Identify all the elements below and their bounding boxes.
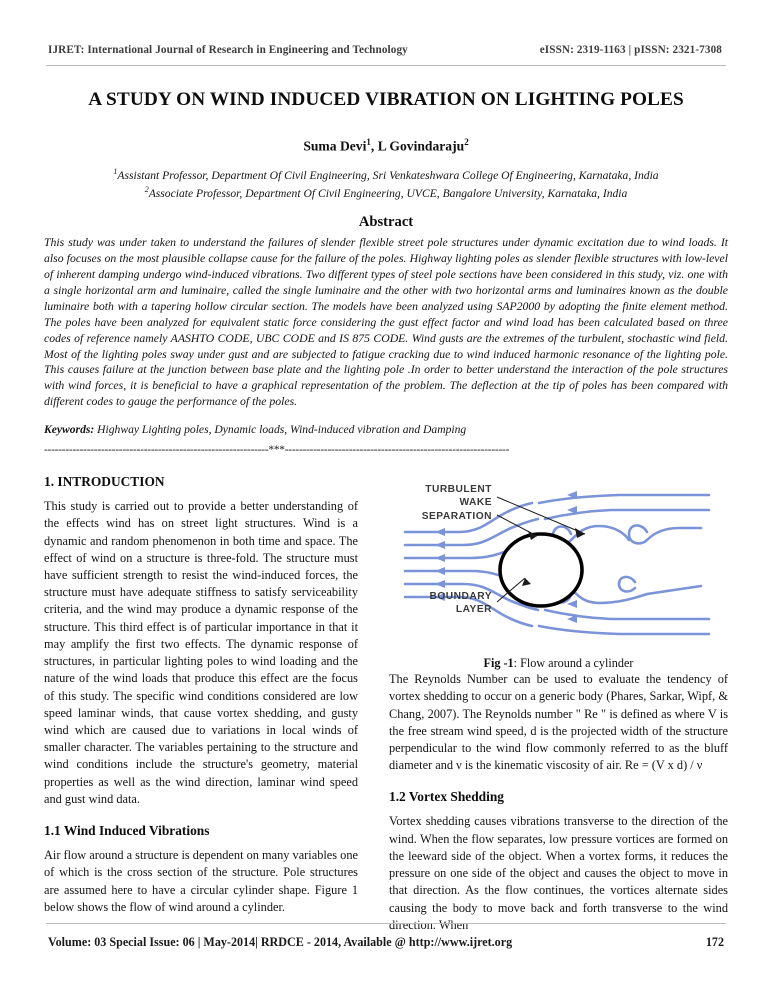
right-column — [389, 474, 728, 934]
figure-caption-text: : Flow around a cylinder — [513, 656, 634, 671]
author-name-1: Suma Devi — [303, 138, 367, 154]
affiliation-2 — [44, 184, 728, 202]
label-turbulent-wake-line2: WAKE — [459, 497, 492, 509]
keywords-line — [44, 423, 728, 436]
abstract-body: This study was under taken to understand the failures of slender flexible street pole structures under dynamic excitation due to wind loads. It also focuses on the most plausible collapse cause for the failure of the poles. Highway lighting poles as slender flexible structures with low-level of inherent damping undergo wind-induced vibrations. Two different types of steel pole sections have been considered in this study, viz. one with a single horizontal arm and luminaire, called the single luminaire and the other with two horizontal arms and luminaires known as the double luminaire both with a tapering hollow circular section. The models have been analyzed using SAP2000 by adopting the finite element method. The poles have been analyzed for equivalent static force considering the gust effect factor and wind load has been calculated based on three codes of reference namely AASHTO CODE, UBC CODE and IS 875 CODE. Wind gusts are the extremes of the turbulent, stochastic wind field. Most of the lighting poles sway under gust and are subjected to fatigue cracking due to wind induced harmonic resonance of the lighting pole. This causes failure at the junction between base plate and the lighting pole .In order to better understand the interaction of the pole structures with wind forces, it is beneficial to have a graphical representation of the problem. The deflection at the tip of poles has been compared with different codes to gauge the performance of the poles. — [44, 236, 728, 409]
figure-caption — [389, 656, 728, 671]
author-sup-2: 2 — [464, 137, 469, 147]
affiliation-1 — [44, 166, 728, 184]
page-title: A STUDY ON WIND INDUCED VIBRATION ON LIGHTING POLES — [88, 89, 684, 110]
affiliation-text-1: Assistant Professor, Department Of Civil Engineering, Sri Venkateshwara College Of Engineering, Karnataka, India — [117, 168, 659, 182]
wind-induced-vibrations-paragraph: Air flow around a structure is dependent on many variables one of which is the cross section of the structure. Pole structures are assumed here to have a circular cylinder shape. Figure 1 below shows the flow of wind around a cylinder. — [44, 848, 358, 914]
affiliation-block — [44, 166, 728, 203]
label-separation: SEPARATION — [421, 511, 492, 523]
footer-row — [44, 935, 728, 950]
subsection-heading-vortex-shedding: 1.2 Vortex Shedding — [389, 789, 504, 805]
abstract-heading: Abstract — [358, 214, 414, 231]
author-sup-1: 1 — [366, 137, 371, 147]
label-boundary-layer-line1: BOUNDARY — [429, 591, 492, 603]
page-footer — [44, 923, 728, 950]
section-separator: ---------------------------------------------------------------***--------------------------------------------------------------- — [44, 444, 510, 457]
keywords-label: Keywords: — [44, 423, 95, 437]
footer-page-number: 172 — [705, 935, 724, 949]
author-separator: , — [370, 138, 378, 154]
affiliation-text-2: Associate Professor, Department Of Civil Engineering, UVCE, Bangalore University, Karnataka, India — [148, 186, 628, 200]
affiliation-sup-2: 2 — [144, 184, 149, 194]
figure-1 — [389, 474, 728, 671]
keywords-value: Highway Lighting poles, Dynamic loads, Wind-induced vibration and Damping — [94, 423, 467, 437]
journal-name: IJRET: International Journal of Research in Engineering and Technology — [48, 44, 408, 56]
flow-around-cylinder-diagram — [389, 474, 728, 642]
footer-volume-info: Volume: 03 Special Issue: 06 | May-2014| RRDCE - 2014, Available @ http://www.ijret.org — [48, 935, 513, 949]
header-divider — [46, 65, 726, 66]
intro-paragraph: This study is carried out to provide a better understanding of the effects wind has on street light structures. Wind is a dynamic and random phenomenon in both time and space. The effect of wind on a structure is three-fold. The structure must have sufficient strength to resist the wind-induced forces, the structure must have adequate stiffness to satisfy serviceability criteria, and the wind may produce a dynamic response of the structure. This third effect is of particular importance in that it may amplify the first two effects. The dynamic response of structures, in particular lighting poles to wind loading and the nature of the wind loads that produce this effect are the focus of this study. The specific wind conditions considered are low speed laminar winds, that cause vortex shedding, and gusty wind which are caused due to variations in local winds of smaller character. The variables pertaining to the structure and wind conditions include the structure's geometry, material properties as well as the wind direction, laminar wind speed and gust wind data. — [44, 499, 358, 806]
author-list — [44, 137, 728, 155]
section-heading-introduction: 1. INTRODUCTION — [44, 474, 165, 490]
author-name-2: L Govindaraju — [377, 138, 465, 154]
running-head — [44, 44, 728, 56]
issn-info: eISSN: 2319-1163 | pISSN: 2321-7308 — [539, 44, 722, 56]
figure-caption-number: Fig -1 — [483, 656, 514, 671]
label-turbulent-wake-line1: TURBULENT — [425, 484, 492, 496]
vortex-shedding-paragraph: Vortex shedding causes vibrations transverse to the direction of the wind. When the flow separates, low pressure vortices are formed on the leeward side of the object. When a vortex forms, it reduces the pressure on one side of the object and causes the object to move in that direction. As the flow continues, the vortices alternate sides causing the body to move back and forth transverse to the wind direction. When — [389, 814, 728, 932]
footer-divider — [46, 923, 726, 924]
left-column — [44, 474, 358, 934]
reynolds-number-paragraph: The Reynolds Number can be used to evaluate the tendency of vortex shedding to occur on a generic body (Phares, Sarkar, Wipf, & Chang, 2007). The Reynolds number " Re " is defined as where V is the free stream wind speed, d is the projected width of the structure perpendicular to the wind flow commonly referred to as the bluff diameter and ν is the kinematic viscosity of air. Re = (V x d) / ν — [389, 672, 728, 773]
cylinder-cross-section — [500, 534, 582, 606]
label-boundary-layer-line2: LAYER — [455, 604, 492, 616]
subsection-heading-wind-induced-vibrations: 1.1 Wind Induced Vibrations — [44, 823, 210, 839]
affiliation-sup-1: 1 — [113, 166, 118, 176]
body-columns — [44, 474, 728, 934]
